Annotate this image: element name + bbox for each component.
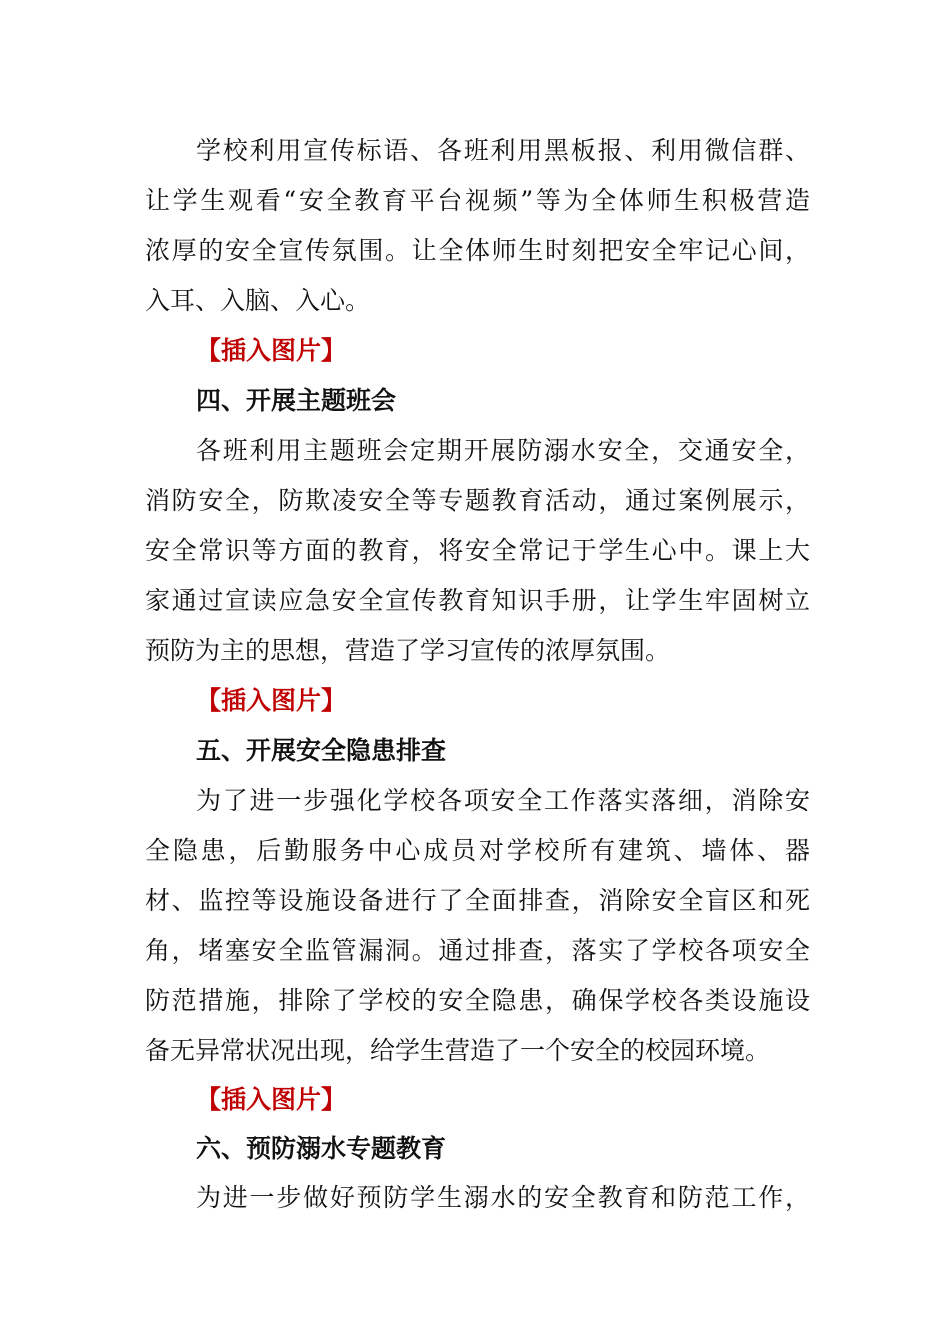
section-heading: 六、预防溺水专题教育 [196,1134,447,1163]
paragraph-line: 防范措施，排除了学校的安全隐患，确保学校各类设施设 [145,986,810,1015]
paragraph-line: 安全常识等方面的教育，将安全常记于学生心中。课上大 [145,536,810,565]
paragraph-line: 入耳、入脑、入心。 [145,286,371,315]
paragraph-line: 角，堵塞安全监管漏洞。通过排查，落实了学校各项安全 [145,936,810,965]
paragraph-line: 材、监控等设施设备进行了全面排查，消除安全盲区和死 [145,886,810,915]
section-heading: 四、开展主题班会 [196,386,397,415]
paragraph-line: 让学生观看“安全教育平台视频”等为全体师生积极营造 [145,186,810,215]
insert-image-placeholder: 【插入图片】 [196,336,347,365]
paragraph-line: 为进一步做好预防学生溺水的安全教育和防范工作， [196,1183,810,1212]
paragraph-line: 浓厚的安全宣传氛围。让全体师生时刻把安全牢记心间， [145,236,810,265]
insert-image-placeholder: 【插入图片】 [196,1085,347,1114]
paragraph-line: 为了进一步强化学校各项安全工作落实落细，消除安 [196,786,810,815]
section-heading: 五、开展安全隐患排查 [196,736,447,765]
insert-image-placeholder: 【插入图片】 [196,686,347,715]
paragraph-line: 备无异常状况出现，给学生营造了一个安全的校园环境。 [145,1036,771,1065]
paragraph-line: 家通过宣读应急安全宣传教育知识手册，让学生牢固树立 [145,586,810,615]
paragraph-line: 消防安全，防欺凌安全等专题教育活动，通过案例展示， [145,486,810,515]
paragraph-line: 预防为主的思想，营造了学习宣传的浓厚氛围。 [145,636,671,665]
paragraph-line: 学校利用宣传标语、各班利用黑板报、利用微信群、 [196,136,810,165]
paragraph-line: 全隐患，后勤服务中心成员对学校所有建筑、墙体、器 [145,836,810,865]
paragraph-line: 各班利用主题班会定期开展防溺水安全，交通安全， [196,436,810,465]
